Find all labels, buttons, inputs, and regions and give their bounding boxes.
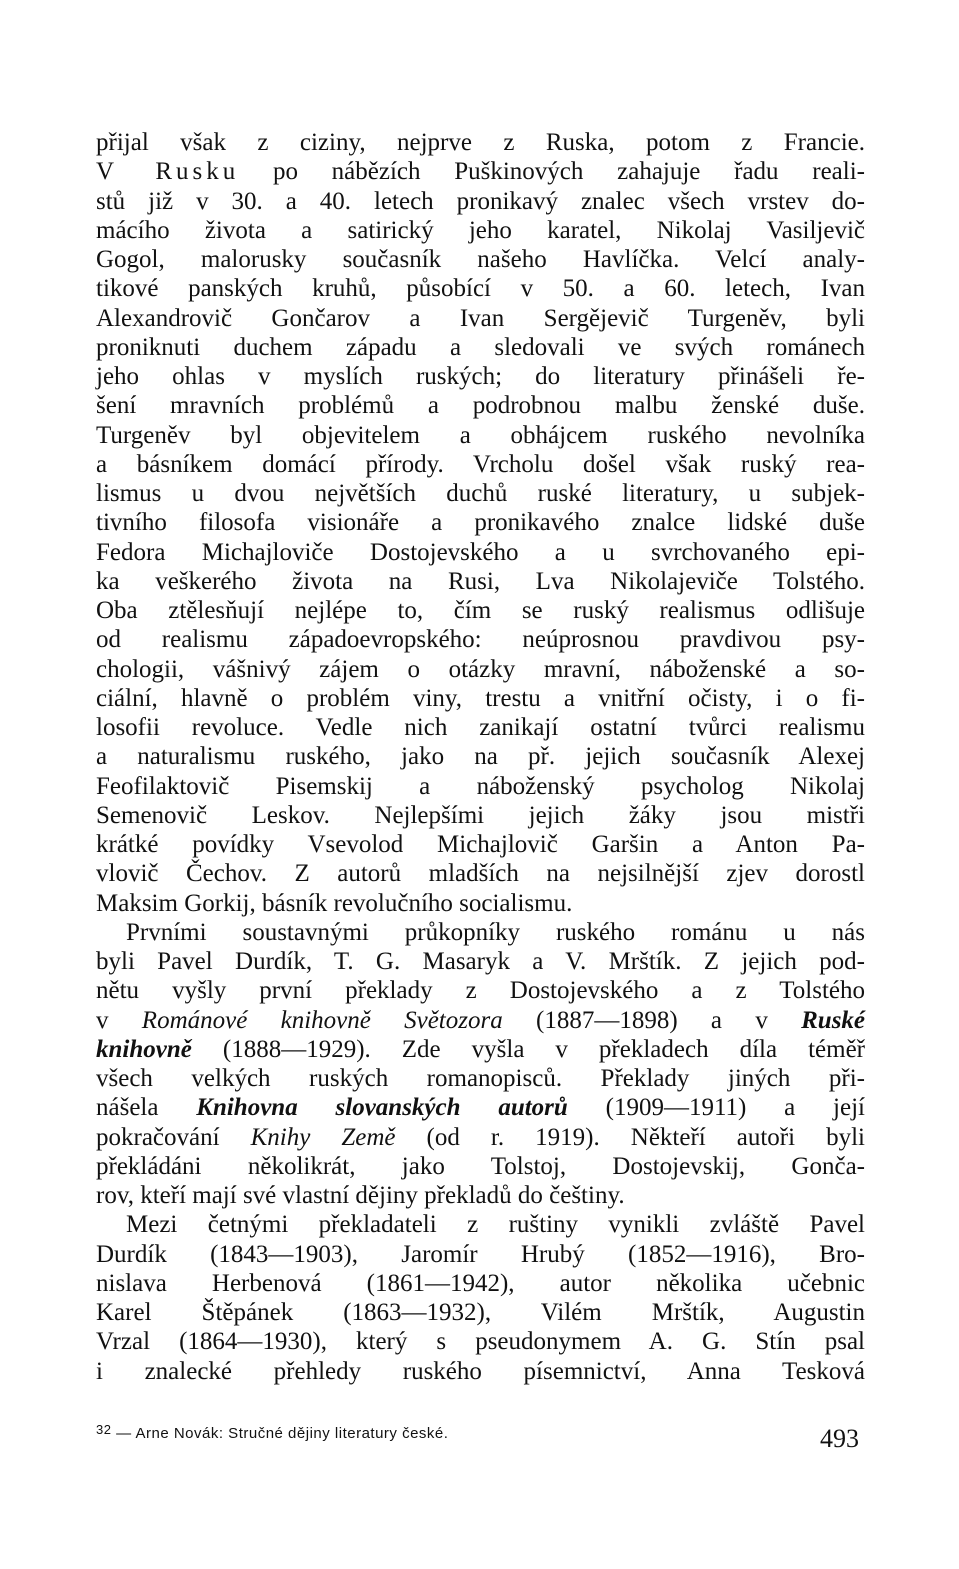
text-line: i znalecké přehledy ruského písemnictví, Anna Tesková xyxy=(96,1357,865,1385)
page-body xyxy=(96,128,865,1386)
text-line: Fedora Michajloviče Dostojevského a u svrchovaného epi- xyxy=(96,538,865,566)
text-line: V Rusku po nábězích Puškinových zahajuje řadu reali- xyxy=(96,158,865,186)
text-line: a básníkem domácí přírody. Vrcholu došel však ruský rea- xyxy=(96,450,865,478)
text-line: pokračování Knihy Země (od r. 1919). Někteří autoři byli xyxy=(96,1123,866,1151)
text-line: šení mravních problémů a podrobnou malbu ženské duše. xyxy=(96,392,865,420)
text-line: od realismu západoevropského: neúprosnou pravdivou psy- xyxy=(96,626,865,654)
signature-number: 32 xyxy=(96,1422,112,1437)
text-line: všech velkých ruských romanopisců. Překlady jiných při- xyxy=(96,1065,865,1092)
text-line: nislava Herbenová (1861—1942), autor několika učebnic xyxy=(96,1269,865,1297)
text-line: vlovič Čechov. Z autorů mladších na nejsilnější zjev dorostl xyxy=(96,860,865,888)
text-line: přijal však z ciziny, nejprve z Ruska, potom z Francie. xyxy=(96,129,865,156)
text-line: Turgeněv byl objevitelem a obhájcem ruského nevolníka xyxy=(96,421,865,449)
text-line: Alexandrovič Gončarov a Ivan Sergějevič Turgeněv, byli xyxy=(96,304,865,332)
text-line: Vrzal (1864—1930), který s pseudonymem A. G. Stín psal xyxy=(96,1328,865,1356)
text-line: proniknuti duchem západu a sledovali ve svých románech xyxy=(96,333,865,361)
text-line: Maksim Gorkij, básník revolučního socialismu. xyxy=(96,889,573,917)
text-line: nětu vyšly první překlady z Dostojevského a z Tolstého xyxy=(96,977,865,1005)
text-line: tivního filosofa visionáře a pronikavého znalce lidské duše xyxy=(96,509,865,537)
text-line: byli Pavel Durdík, T. G. Masaryk a V. Mrštík. Z jejich pod- xyxy=(96,948,865,975)
text-line: tikové panských kruhů, působící v 50. a 60. letech, Ivan xyxy=(96,275,865,303)
signature-text: — Arne Novák: Stručné dějiny literatury české. xyxy=(116,1425,449,1442)
text-line: lismus u dvou největších duchů ruské literatury, u subjek- xyxy=(96,480,865,507)
text-line: mácího života a satirický jeho karatel, Nikolaj Vasiljevič xyxy=(96,216,865,244)
text-line: krátké povídky Vsevolod Michajlovič Garšin a Anton Pa- xyxy=(96,831,865,858)
text-line: chologii, vášnivý zájem o otázky mravní, náboženské a so- xyxy=(96,655,865,683)
text-line: knihovně (1888—1929). Zde vyšla v překladech díla téměř xyxy=(96,1035,865,1063)
text-line: ciální, hlavně o problém viny, trestu a vnitřní očisty, i o fi- xyxy=(96,684,865,712)
text-line: Oba ztělesňují nejlépe to, čím se ruský realismus odlišuje xyxy=(96,597,865,624)
text-line: překládáni několikrát, jako Tolstoj, Dostojevskij, Gonča- xyxy=(96,1152,865,1180)
text-line: Prvními soustavnými průkopníky ruského románu u nás xyxy=(126,918,865,946)
text-line: Mezi četnými překladateli z ruštiny vynikli zvláště Pavel xyxy=(126,1211,865,1239)
text-line: nášela Knihovna slovanských autorů (1909—1911) a její xyxy=(96,1094,865,1122)
text-line: Semenovič Leskov. Nejlepšími jejich žáky jsou mistři xyxy=(96,801,865,829)
page-number: 493 xyxy=(820,1424,859,1453)
page-footer xyxy=(96,1418,865,1458)
text-line: Feofilaktovič Pisemskij a náboženský psycholog Nikolaj xyxy=(96,772,865,800)
text-line: stů již v 30. a 40. letech pronikavý znalec všech vrstev do- xyxy=(96,187,865,215)
text-line: v Románové knihovně Světozora (1887—1898) a v Ruské xyxy=(96,1006,866,1034)
printer-signature xyxy=(96,1422,448,1442)
text-line: rov, kteří mají své vlastní dějiny překladů do češtiny. xyxy=(96,1182,625,1209)
text-line: ka veškerého života na Rusi, Lva Nikolajeviče Tolstého. xyxy=(96,567,865,595)
text-line: Durdík (1843—1903), Jaromír Hrubý (1852—1916), Bro- xyxy=(96,1240,865,1268)
text-line: losofii revoluce. Vedle nich zanikají ostatní tvůrci realismu xyxy=(96,714,865,741)
text-line: a naturalismu ruského, jako na př. jejich současník Alexej xyxy=(96,743,865,771)
text-line: Gogol, malorusky současník našeho Havlíčka. Velcí analy- xyxy=(96,246,865,273)
text-line: Karel Štěpánek (1863—1932), Vilém Mrštík, Augustin xyxy=(96,1299,865,1326)
text-line: jeho ohlas v myslích ruských; do literatury přinášeli ře- xyxy=(96,363,865,390)
